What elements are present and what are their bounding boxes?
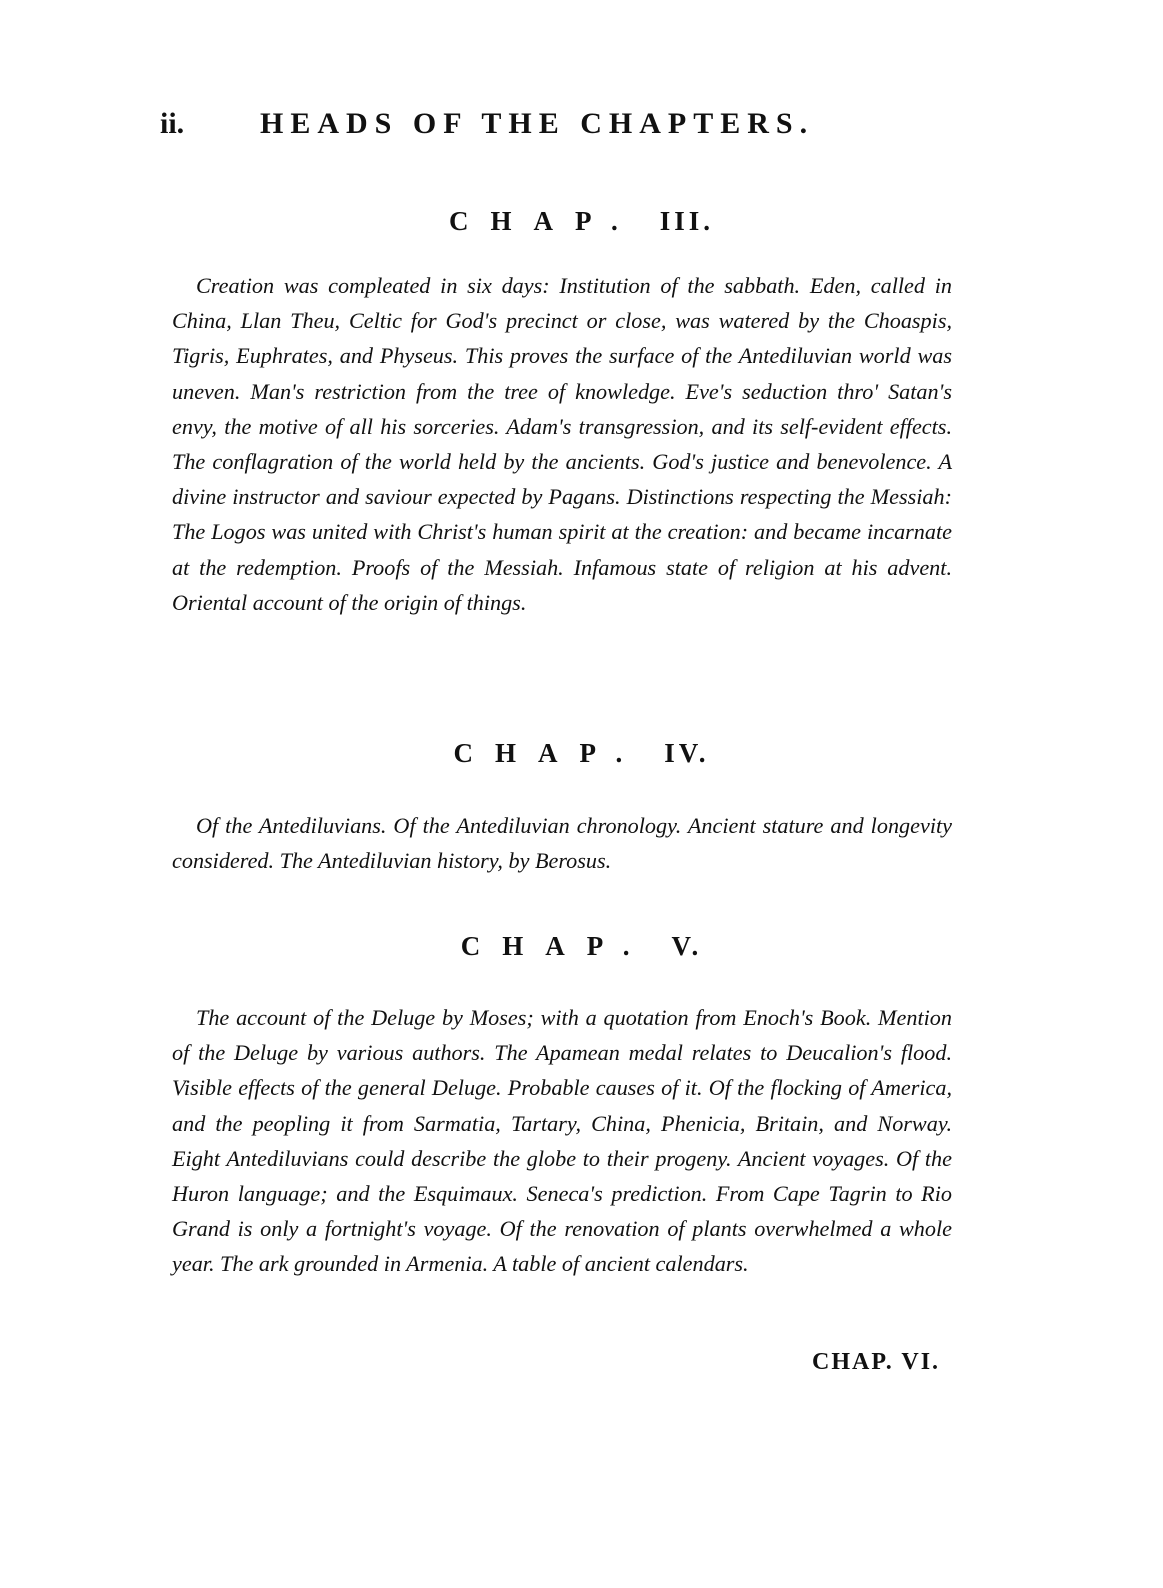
chapter-word: CHAP.: [448, 206, 640, 236]
chapter-number: III.: [659, 206, 715, 236]
chapter-heading-v: [0, 928, 1163, 964]
page-header: [160, 104, 980, 144]
chapter-heading-iii: [0, 203, 1163, 239]
chapter-number: V.: [671, 931, 703, 961]
page-number: ii.: [160, 107, 185, 140]
chapter-v-summary: The account of the Deluge by Moses; with a quotation from Enoch's Book. Mention of the Deluge by various authors. The Apamean medal relates to Deucalion's flood. Visible effects of the general Deluge. Probable causes of it. Of the flocking of America, and the peopling it from Sarmatia, Tartary, China, Phenicia, Britain, and Norway. Eight Antediluvians could describe the globe to their progeny. Ancient voyages. Of the Huron language; and the Esquimaux. Seneca's prediction. From Cape Tagrin to Rio Grand is only a fortnight's voyage. Of the renovation of plants overwhelmed a whole year. The ark grounded in Armenia. A table of ancient calendars.: [172, 1005, 952, 1277]
running-head: HEADS OF THE CHAPTERS.: [260, 107, 815, 140]
chapter-iii-summary: Creation was compleated in six days: Institution of the sabbath. Eden, called in China, Llan Theu, Celtic for God's precinct or close, was watered by the Choaspis, Tigris, Euphrates, and Physeus. This proves the surface of the Antediluvian world was uneven. Man's restriction from the tree of knowledge. Eve's seduction thro' Satan's envy, the motive of all his sorceries. Adam's transgression, and its self-evident effects. The conflagration of the world held by the ancients. God's justice and benevolence. A divine instructor and saviour expected by Pagans. Distinctions respecting the Messiah: The Logos was united with Christ's human spirit at the creation: and became incarnate at the redemption. Proofs of the Messiah. Infamous state of religion at his advent. Oriental account of the origin of things.: [172, 273, 952, 615]
catchword: CHAP. VI.: [812, 1349, 941, 1375]
chapter-word: CHAP.: [453, 738, 645, 768]
chapter-iv-summary: Of the Antediluvians. Of the Antediluvian chronology. Ancient stature and longevity considered. The Antediluvian history, by Berosus.: [172, 813, 952, 874]
chapter-heading-iv: [0, 735, 1163, 771]
chapter-word: CHAP.: [460, 931, 652, 961]
chapter-number: IV.: [664, 738, 710, 768]
